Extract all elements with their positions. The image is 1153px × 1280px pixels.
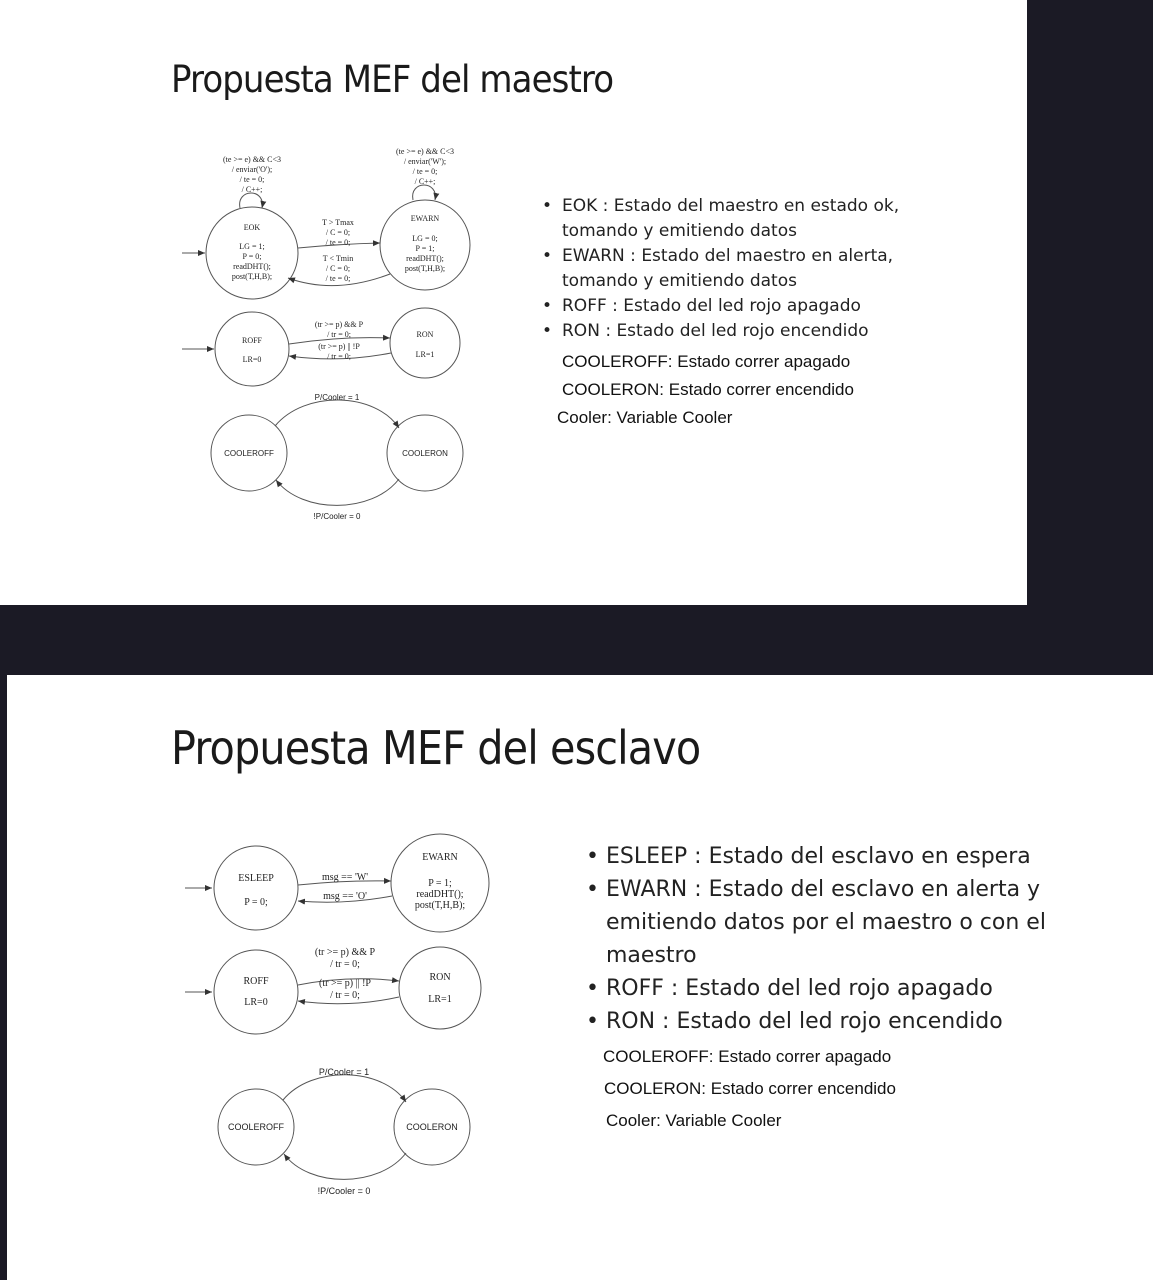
note-text: COOLEROFF: Estado correr apagado	[562, 352, 851, 371]
bullet-item: • EOK : Estado del maestro en estado ok, tomando y emitiendo datos	[562, 194, 907, 244]
transition-label: T > Tmax	[322, 218, 354, 227]
state-action: post(T,H,B);	[414, 900, 466, 911]
transition-label: / C = 0;	[325, 228, 351, 237]
note-text: COOLERON: Estado correr encendido	[562, 380, 854, 399]
state-ron	[390, 308, 460, 378]
transition-label: / C = 0;	[325, 264, 351, 273]
transition-label: P/Cooler = 1	[314, 393, 360, 402]
state-name: COOLERON	[406, 1122, 458, 1132]
bullet-item: • EWARN : Estado del esclavo en alerta y emitiendo datos por el maestro o con el maestro	[606, 873, 1056, 972]
state-name: RON	[429, 972, 451, 983]
state-name: EWARN	[410, 214, 440, 223]
transition-label: !P/Cooler = 0	[317, 1186, 371, 1196]
bullet-item: • RON : Estado del led rojo encendido	[606, 1005, 1056, 1038]
state-esleep	[214, 846, 298, 930]
state-action: post(T,H,B);	[231, 272, 273, 281]
loop-ewarn	[413, 185, 436, 200]
state-roff	[214, 950, 298, 1034]
state-roff	[215, 312, 289, 386]
transition-label: T < Tmin	[322, 254, 354, 263]
transition-label: / tr = 0;	[327, 352, 351, 361]
state-action: LG = 1;	[239, 242, 265, 251]
slide-title: Propuesta MEF del esclavo	[171, 721, 701, 775]
state-action: readDHT();	[406, 254, 444, 263]
transition-label: !P/Cooler = 0	[313, 512, 361, 521]
state-name: COOLEROFF	[227, 1122, 285, 1132]
state-name: EOK	[243, 223, 261, 232]
slide-title: Propuesta MEF del maestro	[171, 58, 614, 101]
state-name: COOLERON	[402, 449, 448, 458]
transition-cooleron-cooleroff	[276, 479, 399, 505]
loop-label: / enviar('O');	[231, 165, 273, 174]
bullet-item: • ESLEEP : Estado del esclavo en espera	[606, 840, 1056, 873]
state-ron	[399, 947, 481, 1029]
state-action: P = 0;	[242, 252, 262, 261]
transition-label: / tr = 0;	[330, 990, 360, 1001]
loop-label: / C++;	[241, 185, 263, 194]
state-action: readDHT();	[416, 889, 464, 900]
state-value: P = 0;	[244, 897, 268, 908]
transition-cooleroff-cooleron	[275, 400, 399, 428]
loop-label: / enviar('W');	[403, 157, 447, 166]
transition-label: / tr = 0;	[330, 959, 360, 970]
state-name: ESLEEP	[238, 873, 274, 884]
state-name: ROFF	[243, 976, 269, 987]
slide-maestro	[0, 0, 1027, 605]
state-value: LR=0	[244, 997, 268, 1008]
state-name: RON	[416, 330, 434, 339]
note-text: Cooler: Variable Cooler	[606, 1111, 782, 1130]
transition-label: P/Cooler = 1	[318, 1067, 370, 1077]
transition-label: msg == 'W'	[322, 872, 368, 883]
bullet-list	[562, 194, 907, 344]
transition-label: / tr = 0;	[327, 330, 351, 339]
loop-label: / te = 0;	[239, 175, 265, 184]
state-action: P = 1;	[428, 878, 452, 889]
state-value: LR=1	[428, 994, 452, 1005]
state-name: ROFF	[241, 336, 263, 345]
bullet-item: • RON : Estado del led rojo encendido	[562, 319, 907, 344]
state-value: LR=0	[242, 355, 262, 364]
state-action: readDHT();	[233, 262, 271, 271]
transition-label: / te = 0;	[325, 274, 351, 283]
loop-eok	[240, 193, 263, 208]
note-text: COOLEROFF: Estado correr apagado	[603, 1047, 892, 1066]
bullet-item: • ROFF : Estado del led rojo apagado	[562, 294, 907, 319]
state-value: LR=1	[415, 350, 435, 359]
state-action: LG = 0;	[412, 234, 438, 243]
transition-label: (tr >= p) || !P	[319, 978, 371, 989]
note-text: COOLERON: Estado correr encendido	[604, 1079, 896, 1098]
loop-label: (te >= e) && C<3	[223, 155, 281, 164]
loop-label: / C++;	[414, 177, 436, 186]
transition-label: msg == 'O'	[323, 891, 367, 902]
state-name: COOLEROFF	[224, 449, 274, 458]
state-name: EWARN	[422, 852, 458, 863]
note-text: Cooler: Variable Cooler	[557, 408, 733, 427]
transition-cooleroff-cooleron	[283, 1075, 406, 1102]
loop-label: / te = 0;	[412, 167, 438, 176]
bullet-item: • EWARN : Estado del maestro en alerta, tomando y emitiendo datos	[562, 244, 907, 294]
state-action: P = 1;	[415, 244, 435, 253]
loop-label: (te >= e) && C<3	[396, 147, 454, 156]
bullet-list	[606, 840, 1056, 1038]
transition-label: (tr >= p) && P	[314, 947, 376, 958]
bullet-item: • ROFF : Estado del led rojo apagado	[606, 972, 1056, 1005]
slide-esclavo	[7, 675, 1153, 1280]
transition-label: (tr >= p) || !P	[318, 342, 360, 351]
transition-label: / te = 0;	[325, 238, 351, 247]
state-action: post(T,H,B);	[404, 264, 446, 273]
transition-cooleron-cooleroff	[284, 1153, 406, 1179]
transition-label: (tr >= p) && P	[314, 320, 364, 329]
